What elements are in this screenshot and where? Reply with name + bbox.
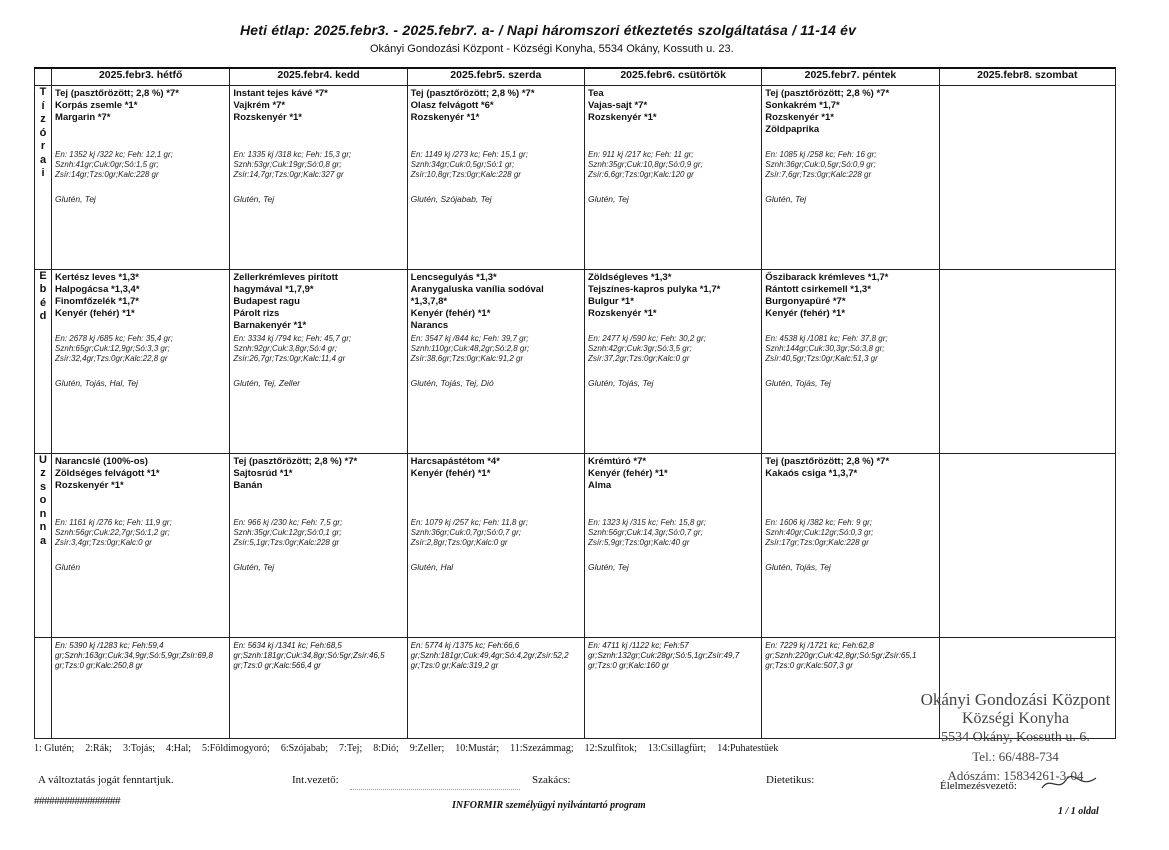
- dish-item: Banán: [233, 479, 263, 491]
- meal-label-letter: E: [39, 269, 47, 282]
- meal-label-letter: í: [41, 99, 45, 112]
- nutrition-info: En: 1323 kj /315 kc; Feh: 15,8 gr; Sznh:56gr;Cuk:14,3gr;Só:0,7 gr; Zsír:5,9gr;Tzs:0gr;Kalc:40 gr: [587, 517, 706, 547]
- daily-total-text: En: 5634 kj /1341 kc; Feh:68,5 gr;Sznh:181gr;Cuk:34,8gr;Só:5gr;Zsír:46,5 gr;Tzs:0 gr;Kalc:566,4 gr: [233, 640, 385, 670]
- meal-row: [35, 86, 1116, 270]
- stamp-line: Községi Konyha: [961, 710, 1070, 727]
- dish-item: Kenyér (fehér) *1*: [410, 307, 491, 319]
- dish-item: Vajas-sajt *7*: [587, 100, 648, 111]
- dish-item: Krémtúró *7*: [587, 455, 647, 467]
- dish-item: Rozskenyér *1*: [233, 112, 303, 123]
- weekly-menu-table: [34, 67, 1116, 739]
- allergen-info: Glutén, Hal: [410, 561, 454, 572]
- allergen-legend-item: 12:Szulfitok;: [584, 743, 637, 754]
- dish-item: Tej (pasztőrözött; 2,8 %) *7*: [233, 455, 358, 467]
- dish-item: Sonkakrém *1,7*: [765, 100, 840, 111]
- allergen-info: Glutén, Tej: [55, 194, 96, 204]
- dish-item: Kenyér (fehér) *1*: [410, 467, 491, 479]
- manager-label: Int.vezető:: [292, 774, 339, 786]
- program-name: INFORMIR személyügyi nyilvántartó program: [452, 800, 646, 811]
- menu-subtitle: Okányi Gondozási Központ - Községi Konyha, 5534 Okány, Kossuth u. 23.: [370, 43, 734, 55]
- dish-item: Kenyér (fehér) *1*: [55, 307, 135, 319]
- dish-item: Rozskenyér *1*: [765, 112, 834, 123]
- menu-cell: [52, 453, 230, 637]
- dish-item: Budapest ragu: [233, 295, 300, 307]
- day-header: 2025.febr5. szerda: [407, 68, 584, 86]
- corner-cell: [35, 68, 52, 86]
- nutrition-info: En: 1079 kj /257 kc; Feh: 11,8 gr; Sznh:36gr;Cuk:0,7gr;Só:0,7 gr; Zsír:2,8gr;Tzs:0gr;Kalc:0 gr: [410, 517, 528, 547]
- stamp-line: Adószám: 15834261-3-04: [947, 768, 1084, 783]
- menu-cell: [407, 86, 584, 270]
- allergen-info: Glutén, Szójabab, Tej: [410, 194, 492, 204]
- nutrition-info: En: 2477 kj /590 kc; Feh: 30,2 gr; Sznh:42gr;Cuk:3gr;Só:3,5 gr; Zsír:37,2gr;Tzs:0gr;Kalc:0 gr: [587, 333, 706, 363]
- menu-cell: [584, 86, 761, 270]
- nutrition-info: En: 1335 kj /318 kc; Feh: 15,3 gr; Sznh:53gr;Cuk:19gr;Só:0,8 gr; Zsír:14,7gr;Tzs:0gr;Kalc:327 gr: [233, 150, 352, 179]
- nutrition-info: En: 1606 kj /382 kc; Feh: 9 gr; Sznh:40gr;Cuk:12gr;Só:0,3 gr; Zsír:17gr;Tzs:0gr;Kalc:228 gr: [765, 517, 874, 547]
- daily-total-cell: [52, 637, 230, 738]
- menu-cell: [762, 86, 939, 270]
- nutrition-info: En: 2678 kj /685 kc; Feh: 35,4 gr; Sznh:65gr;Cuk:12,9gr;Só:3,3 gr; Zsír:32,4gr;Tzs:0gr;Kalc:22,8 gr: [55, 333, 173, 363]
- daily-total-text: En: 5774 kj /1375 kc; Feh:66,6 gr;Sznh:181gr;Cuk:49,4gr;Só:4,2gr;Zsír:52,2 gr;Tzs:0 gr;Kalc:319,2 gr: [410, 640, 569, 670]
- allergen-info: Glutén, Tojás, Tej: [765, 377, 831, 388]
- menu-cell: [52, 269, 230, 453]
- allergen-legend-item: 9:Zeller;: [409, 743, 445, 754]
- dish-item: Kertész leves *1,3*: [55, 271, 140, 283]
- signature-scribble: [1040, 770, 1100, 796]
- stamp-line: 5534 Okány, Kossuth u. 6.: [941, 730, 1090, 745]
- meal-label-letter: n: [39, 507, 47, 520]
- daily-total-cell: [407, 637, 584, 738]
- meal-label-letter: d: [39, 310, 47, 323]
- allergen-legend-item: 6:Szójabab;: [280, 743, 329, 754]
- meal-label-letter: U: [39, 453, 47, 466]
- dish-item: Zöldséges felvágott *1*: [55, 467, 160, 479]
- nutrition-info: En: 3334 kj /794 kc; Feh: 45,7 gr; Sznh:92gr;Cuk:3,8gr;Só:4 gr; Zsír:26,7gr;Tzs:0gr;Kalc:11,4 gr: [233, 333, 352, 363]
- reserve-note: A változtatás jogát fenntartjuk.: [38, 774, 174, 786]
- nutrition-info: En: 1161 kj /276 kc; Feh: 11,9 gr; Sznh:56gr;Cuk:22,7gr;Só:1,2 gr; Zsír:3,4gr;Tzs:0gr;Kalc:0 gr: [55, 517, 172, 547]
- meal-label-letter: T: [39, 86, 47, 98]
- daily-total-cell: [584, 637, 761, 738]
- dish-item: Vajkrém *7*: [233, 100, 286, 111]
- dish-item: Rozskenyér *1*: [587, 307, 657, 319]
- nutrition-info: En: 966 kj /230 kc; Feh: 7,5 gr; Sznh:35gr;Cuk:12gr;Só:0,1 gr; Zsír:5,1gr;Tzs:0gr;Kalc:228 gr: [233, 517, 343, 547]
- dietitian-label: Dietetikus:: [766, 774, 815, 786]
- dish-item: Barnakenyér *1*: [233, 319, 307, 331]
- dish-item: Harcsapástétom *4*: [410, 455, 500, 467]
- meal-label-letter: s: [39, 480, 47, 493]
- allergen-info: Glutén, Tojás, Tej: [587, 377, 654, 388]
- daily-total-text: En: 4711 kj /1122 kc; Feh:57 gr;Sznh:132gr;Cuk:28gr;Só:5,1gr;Zsír:49,7 gr;Tzs:0 gr;Kalc:160 gr: [587, 640, 740, 670]
- allergen-legend-item: 13:Csillagfürt;: [647, 743, 707, 754]
- dish-item: Zöldségleves *1,3*: [587, 271, 672, 283]
- menu-cell: [407, 453, 584, 637]
- meal-label: [35, 453, 52, 637]
- menu-cell: [762, 453, 939, 637]
- allergen-info: Glutén, Tej, Zeller: [233, 377, 301, 388]
- nutrition-info: En: 3547 kj /844 kc; Feh: 39,7 gr; Sznh:110gr;Cuk:48,2gr;Só:2,8 gr; Zsír:38,6gr;Tzs:0gr;Kalc:91,2 gr: [410, 333, 530, 363]
- menu-cell: [939, 453, 1115, 637]
- nutrition-info: En: 911 kj /217 kc; Feh: 11 gr; Sznh:35gr;Cuk:10,8gr;Só:0,9 gr; Zsír:6,6gr;Tzs:0gr;Kalc:120 gr: [587, 150, 703, 179]
- dish-item: Alma: [587, 479, 612, 491]
- day-header: 2025.febr7. péntek: [762, 68, 939, 86]
- totals-label-cell: [35, 637, 52, 738]
- allergen-info: Glutén, Tej: [233, 561, 275, 572]
- stamp-line: Okányi Gondozási Központ: [920, 690, 1111, 709]
- dish-item: hagymával *1,7,9*: [233, 283, 314, 295]
- nutrition-info: En: 1085 kj /258 kc; Feh: 16 gr; Sznh:36gr;Cuk:0,5gr;Só:0,9 gr; Zsír:7,6gr;Tzs:0gr;Kalc:228 gr: [765, 150, 877, 179]
- allergen-info: Glutén, Tojás, Tej, Dió: [410, 377, 494, 388]
- allergen-info: Glutén, Tej: [587, 194, 629, 204]
- stamp-line: Tel.: 66/488-734: [972, 749, 1059, 764]
- dish-item: Bulgur *1*: [587, 295, 634, 307]
- meal-label-letter: b: [39, 283, 47, 296]
- allergen-info: Glutén, Tej: [587, 561, 629, 572]
- allergen-info: Glutén, Tojás, Hal, Tej: [55, 377, 139, 388]
- menu-cell: [939, 269, 1115, 453]
- chef-label: Szakács:: [532, 774, 571, 786]
- manager-signature-line: [350, 789, 520, 790]
- dish-item: Sajtosrúd *1*: [233, 467, 293, 479]
- dish-item: Kenyér (fehér) *1*: [587, 467, 668, 479]
- dish-item: Kenyér (fehér) *1*: [765, 307, 846, 319]
- allergen-legend-item: 10:Mustár;: [455, 743, 500, 754]
- menu-cell: [762, 269, 939, 453]
- day-header: 2025.febr4. kedd: [230, 68, 407, 86]
- meal-label-letter: a: [39, 153, 47, 166]
- meal-row: [35, 269, 1116, 453]
- allergen-legend-item: 2:Rák;: [85, 743, 112, 754]
- dish-item: Halpogácsa *1,3,4*: [55, 283, 140, 295]
- meal-label: [35, 269, 52, 453]
- allergen-info: Glutén, Tej: [233, 194, 275, 204]
- meal-label-letter: z: [40, 467, 46, 480]
- dish-item: Rozskenyér *1*: [55, 479, 124, 491]
- dish-item: Finomfőzelék *1,7*: [55, 295, 139, 307]
- day-header-row: [35, 68, 1116, 86]
- dish-item: Zöldpaprika: [765, 124, 820, 135]
- dish-item: Kakaós csiga *1,3,7*: [765, 467, 858, 479]
- dish-item: Rozskenyér *1*: [587, 112, 657, 123]
- menu-cell: [584, 269, 761, 453]
- meal-label-letter: n: [39, 521, 47, 534]
- food-manager-label: Élelmezésvezető:: [940, 780, 1017, 792]
- menu-cell: [230, 453, 407, 637]
- dish-item: Burgonyapüré *7*: [765, 295, 846, 307]
- dish-item: Rozskenyér *1*: [410, 112, 480, 123]
- dish-item: Tea: [587, 88, 604, 99]
- dish-item: Párolt rizs: [233, 307, 280, 319]
- day-header: 2025.febr6. csütörtök: [584, 68, 761, 86]
- allergen-legend-item: 14:Puhatestűek: [717, 743, 779, 754]
- meal-label-letter: r: [40, 140, 46, 152]
- page-indicator: 1 / 1 oldal: [1058, 806, 1099, 817]
- day-header: 2025.febr3. hétfő: [52, 68, 230, 86]
- meal-label-letter: a: [39, 534, 47, 547]
- menu-cell: [52, 86, 230, 270]
- allergen-legend-item: 1: Glutén;: [34, 743, 75, 754]
- meal-label-letter: o: [39, 494, 47, 507]
- allergen-legend: [34, 743, 789, 754]
- meal-label-letter: ó: [39, 126, 47, 139]
- day-header: 2025.febr8. szombat: [939, 68, 1115, 86]
- meal-label: [35, 86, 52, 270]
- dish-item: Tej (pasztőrözött; 2,8 %) *7*: [765, 88, 890, 99]
- menu-cell: [230, 269, 407, 453]
- dish-item: Rántott csirkemell *1,3*: [765, 283, 871, 295]
- meal-label-letter: i: [41, 167, 45, 179]
- meal-row: [35, 453, 1116, 637]
- nutrition-info: En: 1352 kj /322 kc; Feh: 12,1 gr; Sznh:41gr;Cuk:0gr;Só:1,5 gr; Zsír:14gr;Tzs:0gr;Kalc:228 gr: [55, 150, 173, 179]
- dish-item: Tej (pasztőrözött; 2,8 %) *7*: [765, 455, 890, 467]
- nutrition-info: En: 1149 kj /273 kc; Feh: 15,1 gr; Sznh:34gr;Cuk:0,5gr;Só:1 gr; Zsír:10,8gr;Tzs:0gr;Kalc:228 gr: [410, 150, 528, 179]
- allergen-legend-item: 4:Hal;: [166, 743, 192, 754]
- dish-item: Zellerkrémleves pirított: [233, 271, 338, 283]
- menu-cell: [939, 86, 1115, 270]
- allergen-legend-item: 3:Tojás;: [122, 743, 156, 754]
- dish-item: Őszibarack krémleves *1,7*: [765, 271, 889, 283]
- menu-cell: [407, 269, 584, 453]
- menu-title: Heti étlap: 2025.febr3. - 2025.febr7. a- / Napi háromszori étkeztetés szolgáltatása / 11-14 év: [240, 22, 857, 38]
- dish-item: Aranygaluska vanília sodóval: [410, 283, 544, 295]
- menu-cell: [584, 453, 761, 637]
- meal-label-letter: z: [40, 113, 46, 125]
- dish-item: Tej (pasztőrözött; 2,8 %) *7*: [410, 88, 535, 99]
- dish-item: Tejszínes-kapros pulyka *1,7*: [587, 283, 721, 295]
- hash-marks: #################: [34, 796, 121, 807]
- dish-item: *1,3,7,8*: [410, 295, 448, 307]
- allergen-info: Glutén, Tojás, Tej: [765, 561, 831, 572]
- dish-item: Instant tejes kávé *7*: [233, 88, 328, 99]
- dish-item: Margarin *7*: [55, 112, 111, 123]
- allergen-legend-item: 5:Földimogyoró;: [202, 743, 270, 754]
- menu-cell: [230, 86, 407, 270]
- allergen-legend-item: 8:Dió;: [373, 743, 399, 754]
- dish-item: Narancs: [410, 319, 449, 331]
- allergen-legend-item: 7:Tej;: [339, 743, 363, 754]
- daily-total-text: En: 7229 kj /1721 kc; Feh:62,8 gr;Sznh:220gr;Cuk:42,8gr;Só:5gr;Zsír:65,1 gr;Tzs:0 gr;Kalc:507,3 gr: [765, 640, 917, 670]
- allergen-legend-item: 11:Szezámmag;: [510, 743, 574, 754]
- meal-label-letter: é: [39, 296, 47, 309]
- dish-item: Lencsegulyás *1,3*: [410, 271, 497, 283]
- dish-item: Narancslé (100%-os): [55, 455, 148, 467]
- allergen-info: Glutén, Tej: [765, 194, 807, 204]
- daily-total-text: En: 5390 kj /1283 kc; Feh:59,4 gr;Sznh:163gr;Cuk:34,9gr;Só:5,9gr;Zsír:69,8 gr;Tzs:0 gr;Kalc:250,8 gr: [55, 640, 213, 670]
- dish-item: Tej (pasztőrözött; 2,8 %) *7*: [55, 88, 179, 99]
- dish-item: Korpás zsemle *1*: [55, 100, 138, 111]
- nutrition-info: En: 4538 kj /1081 kc; Feh: 37,8 gr; Sznh:144gr;Cuk:30,3gr;Só:3,8 gr; Zsír:40,5gr;Tzs:0gr;Kalc:51,3 gr: [765, 333, 888, 363]
- daily-total-cell: [230, 637, 407, 738]
- dish-item: Olasz felvágott *6*: [410, 100, 494, 111]
- allergen-info: Glutén: [55, 561, 81, 572]
